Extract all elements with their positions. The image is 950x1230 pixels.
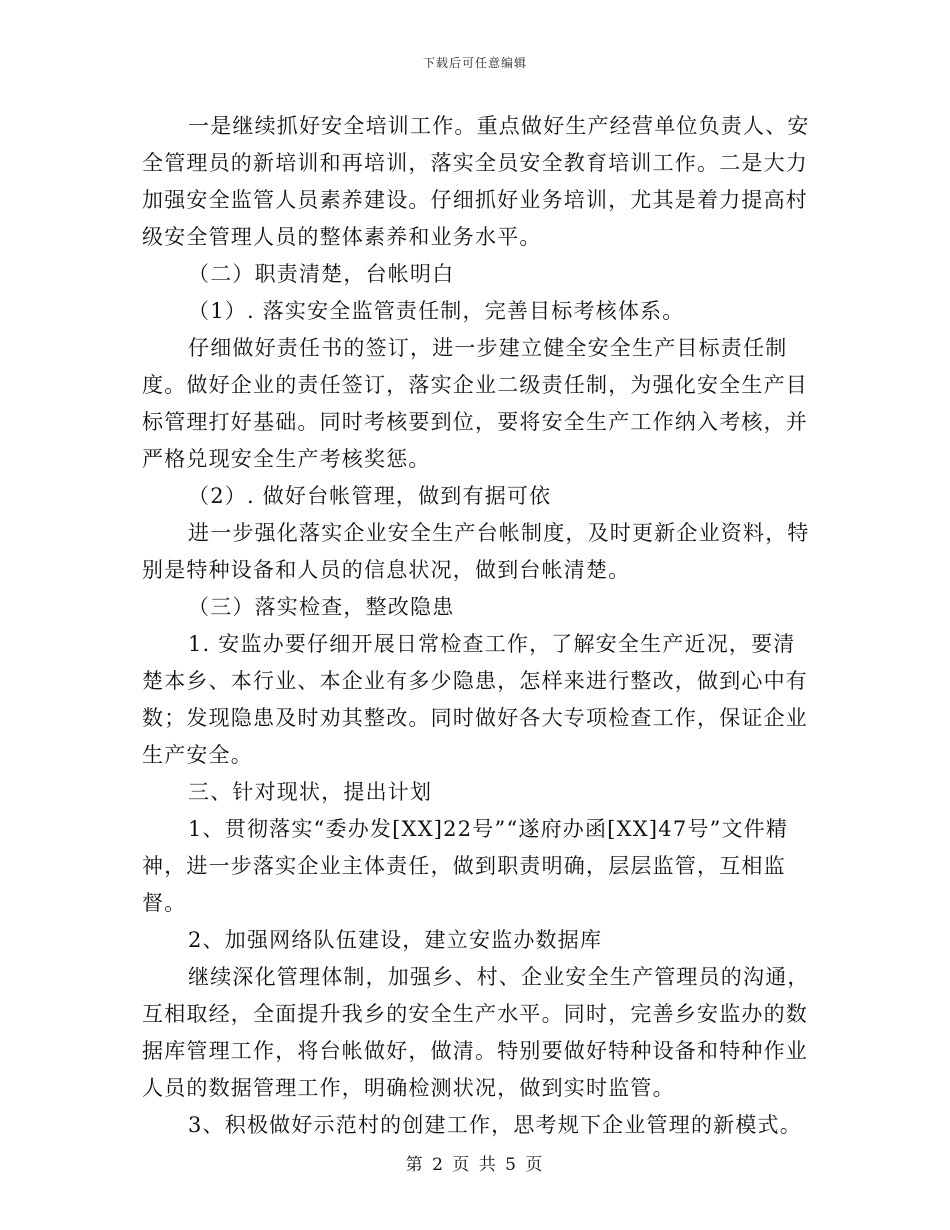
section-heading-responsibilities: （二）职责清楚，台帐明白	[188, 262, 455, 286]
document-body	[142, 108, 812, 1144]
subheading-ledger-management: （2）. 做好台帐管理，做到有据可依	[188, 484, 552, 508]
page-number-footer: 第 2 页 共 5 页	[405, 1155, 545, 1175]
subheading-responsibility-system: （1）. 落实安全监管责任制，完善目标考核体系。	[188, 299, 685, 323]
paragraph-plan-item-3: 3、积极做好示范村的创建工作，思考规下企业管理的新模式。	[188, 1113, 802, 1137]
paragraph-ledger-management: 进一步强化落实企业安全生产台帐制度，及时更新企业资料，特别是特种设备和人员的信息状况，做到台帐清楚。	[142, 521, 810, 582]
paragraph-plan-item-1: 1、贯彻落实“委办发[XX]22号”“遂府办函[XX]47号”文件精神，进一步落实企业主体责任，做到职责明确，层层监管，互相监督。	[142, 817, 789, 915]
paragraph-plan-item-2: 2、加强网络队伍建设，建立安监办数据库	[188, 928, 603, 952]
page-header: 下载后可任意编辑	[422, 56, 527, 70]
paragraph-safety-training: 一是继续抓好安全培训工作。重点做好生产经营单位负责人、安全管理员的新培训和再培训，落实全员安全教育培训工作。二是大力加强安全监管人员素养建设。仔细抓好业务培训，尤其是着力提高村级安全管理人员的整体素养和业务水平。	[142, 114, 810, 249]
section-heading-inspection: （三）落实检查，整改隐患	[188, 595, 455, 619]
paragraph-inspection: 1. 安监办要仔细开展日常检查工作，了解安全生产近况，要清楚本乡、本行业、本企业有多少隐患，怎样来进行整改，做到心中有数；发现隐患及时劝其整改。同时做好各大专项检查工作，保证企业生产安全。	[142, 632, 808, 767]
paragraph-responsibility-system: 仔细做好责任书的签订，进一步建立健全安全生产目标责任制度。做好企业的责任签订，落实企业二级责任制，为强化安全生产目标管理打好基础。同时考核要到位，要将安全生产工作纳入考核，并严格兑现安全生产考核奖惩。	[142, 336, 808, 471]
section-heading-plan: 三、针对现状，提出计划	[188, 780, 433, 804]
paragraph-database-management: 继续深化管理体制，加强乡、村、企业安全生产管理员的沟通，互相取经，全面提升我乡的安全生产水平。同时，完善乡安监办的数据库管理工作，将台帐做好，做清。特别要做好特种设备和特种作业人员的数据管理工作，明确检测状况，做到实时监管。	[142, 965, 810, 1100]
